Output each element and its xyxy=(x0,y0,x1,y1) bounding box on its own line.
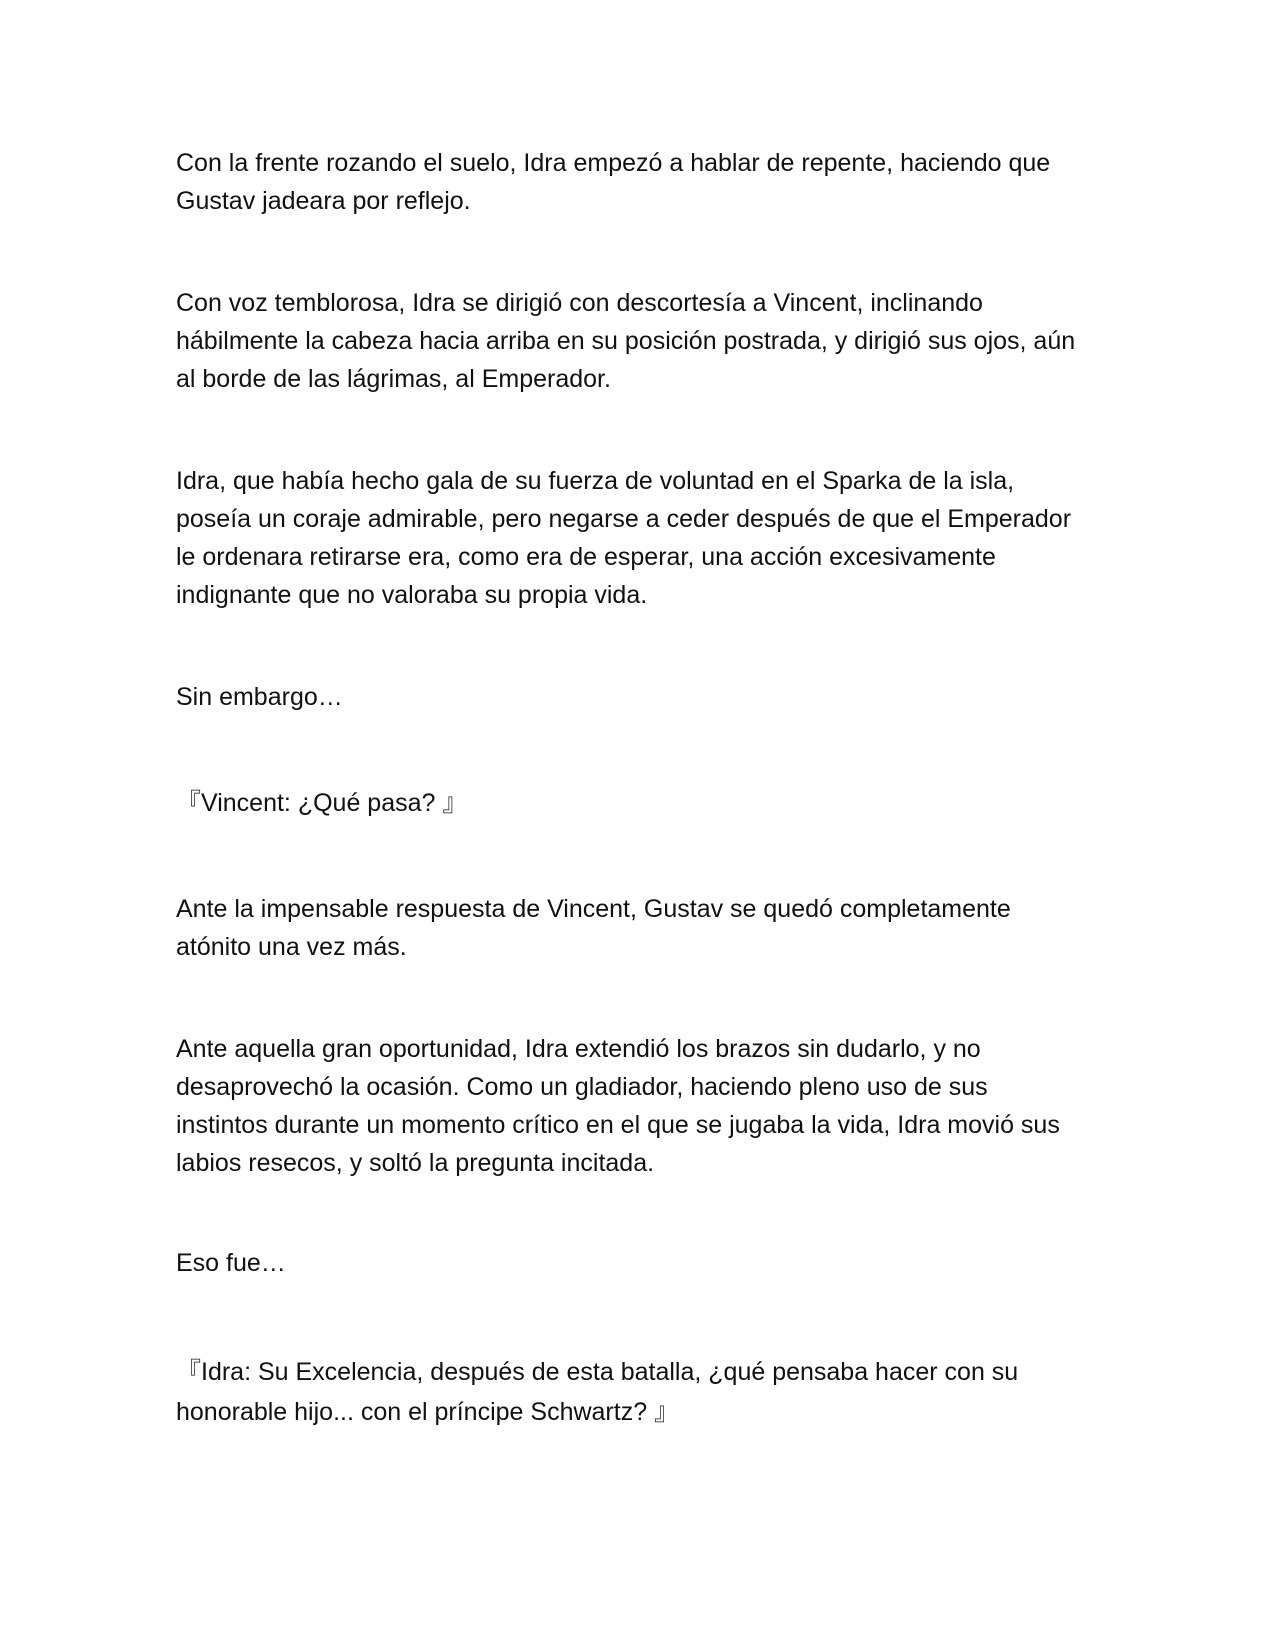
paragraph-2: Con voz temblorosa, Idra se dirigió con descortesía a Vincent, inclinando hábilmente la cabeza hacia arriba en su posición postrada, y dirigió sus ojos, aún al borde de las lágrimas, al Emperador. xyxy=(176,289,1076,393)
dialogue-vincent: 『Vincent: ¿Qué pasa? 』 xyxy=(176,789,468,817)
paragraph-3: Idra, que había hecho gala de su fuerza de voluntad en el Sparka de la isla, poseía un coraje admirable, pero negarse a ceder después de que el Emperador le ordenara retirarse era, como era de esperar, una acción excesivamente indignante que no valoraba su propia vida. xyxy=(176,467,1072,609)
paragraph-5: Ante la impensable respuesta de Vincent, Gustav se quedó completamente atónito una vez más. xyxy=(176,895,1011,961)
paragraph-7: Eso fue… xyxy=(176,1249,286,1277)
paragraph-1: Con la frente rozando el suelo, Idra empezó a hablar de repente, haciendo que Gustav jadeara por reflejo. xyxy=(176,149,1051,215)
paragraph-4: Sin embargo… xyxy=(176,683,343,711)
paragraph-6: Ante aquella gran oportunidad, Idra extendió los brazos sin dudarlo, y no desaprovechó la ocasión. Como un gladiador, haciendo pleno uso de sus instintos durante un momento crítico en el que se jugaba la vida, Idra movió sus labios resecos, y soltó la pregunta incitada. xyxy=(176,1035,1060,1177)
dialogue-idra: 『Idra: Su Excelencia, después de esta batalla, ¿qué pensaba hacer con su honorable hijo... con el príncipe Schwartz? 』 xyxy=(176,1358,1026,1426)
